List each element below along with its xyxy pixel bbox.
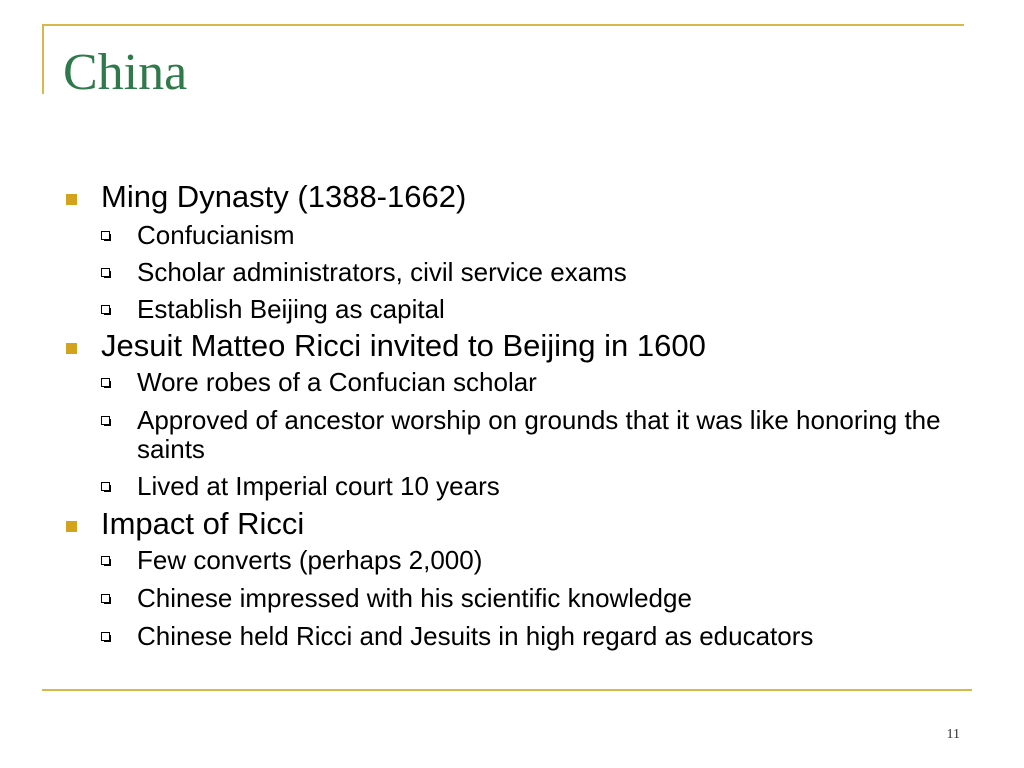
sub-bullet-text: Establish Beijing as capital	[137, 294, 445, 324]
sub-bullet-item	[58, 368, 978, 397]
sub-bullet-item	[58, 258, 978, 287]
hollow-square-bullet-icon	[101, 632, 110, 641]
square-bullet-icon	[66, 521, 77, 532]
sub-bullet-text: Wore robes of a Confucian scholar	[137, 367, 537, 397]
bullet-item	[58, 178, 978, 216]
sub-bullet-text: Approved of ancestor worship on grounds that it was like honoring the saints	[137, 405, 941, 464]
bottom-rule	[42, 689, 972, 691]
bullet-text: Ming Dynasty (1388-1662)	[101, 179, 467, 214]
hollow-square-bullet-icon	[101, 556, 110, 565]
sub-bullet-text: Lived at Imperial court 10 years	[137, 471, 500, 501]
hollow-square-bullet-icon	[101, 416, 110, 425]
hollow-square-bullet-icon	[101, 268, 110, 277]
bullet-item	[58, 327, 978, 365]
sub-bullet-item	[58, 546, 978, 575]
hollow-square-bullet-icon	[101, 378, 110, 387]
sub-bullet-item	[58, 472, 978, 501]
sub-bullet-text: Few converts (perhaps 2,000)	[137, 545, 483, 575]
bullet-text: Jesuit Matteo Ricci invited to Beijing in 1600	[101, 328, 706, 363]
hollow-square-bullet-icon	[101, 594, 110, 603]
sub-bullet-item	[58, 584, 978, 613]
bullet-item	[58, 505, 978, 543]
slide-number: 11	[946, 727, 960, 742]
bullet-text: Impact of Ricci	[101, 506, 305, 541]
left-rule	[42, 24, 44, 94]
top-rule	[42, 24, 964, 26]
sub-bullet-text: Scholar administrators, civil service exams	[137, 257, 627, 287]
square-bullet-icon	[66, 343, 77, 354]
hollow-square-bullet-icon	[101, 231, 110, 240]
hollow-square-bullet-icon	[101, 482, 110, 491]
slide-title: China	[63, 44, 188, 101]
sub-bullet-item	[58, 221, 978, 250]
sub-bullet-item	[58, 295, 978, 324]
sub-bullet-text: Chinese impressed with his scientific knowledge	[137, 583, 692, 613]
sub-bullet-text: Chinese held Ricci and Jesuits in high regard as educators	[137, 621, 814, 651]
sub-bullet-item	[58, 622, 978, 651]
sub-bullet-text: Confucianism	[137, 220, 295, 250]
hollow-square-bullet-icon	[101, 305, 110, 314]
bullet-list	[58, 178, 978, 651]
square-bullet-icon	[66, 194, 77, 205]
sub-bullet-item	[58, 406, 978, 464]
